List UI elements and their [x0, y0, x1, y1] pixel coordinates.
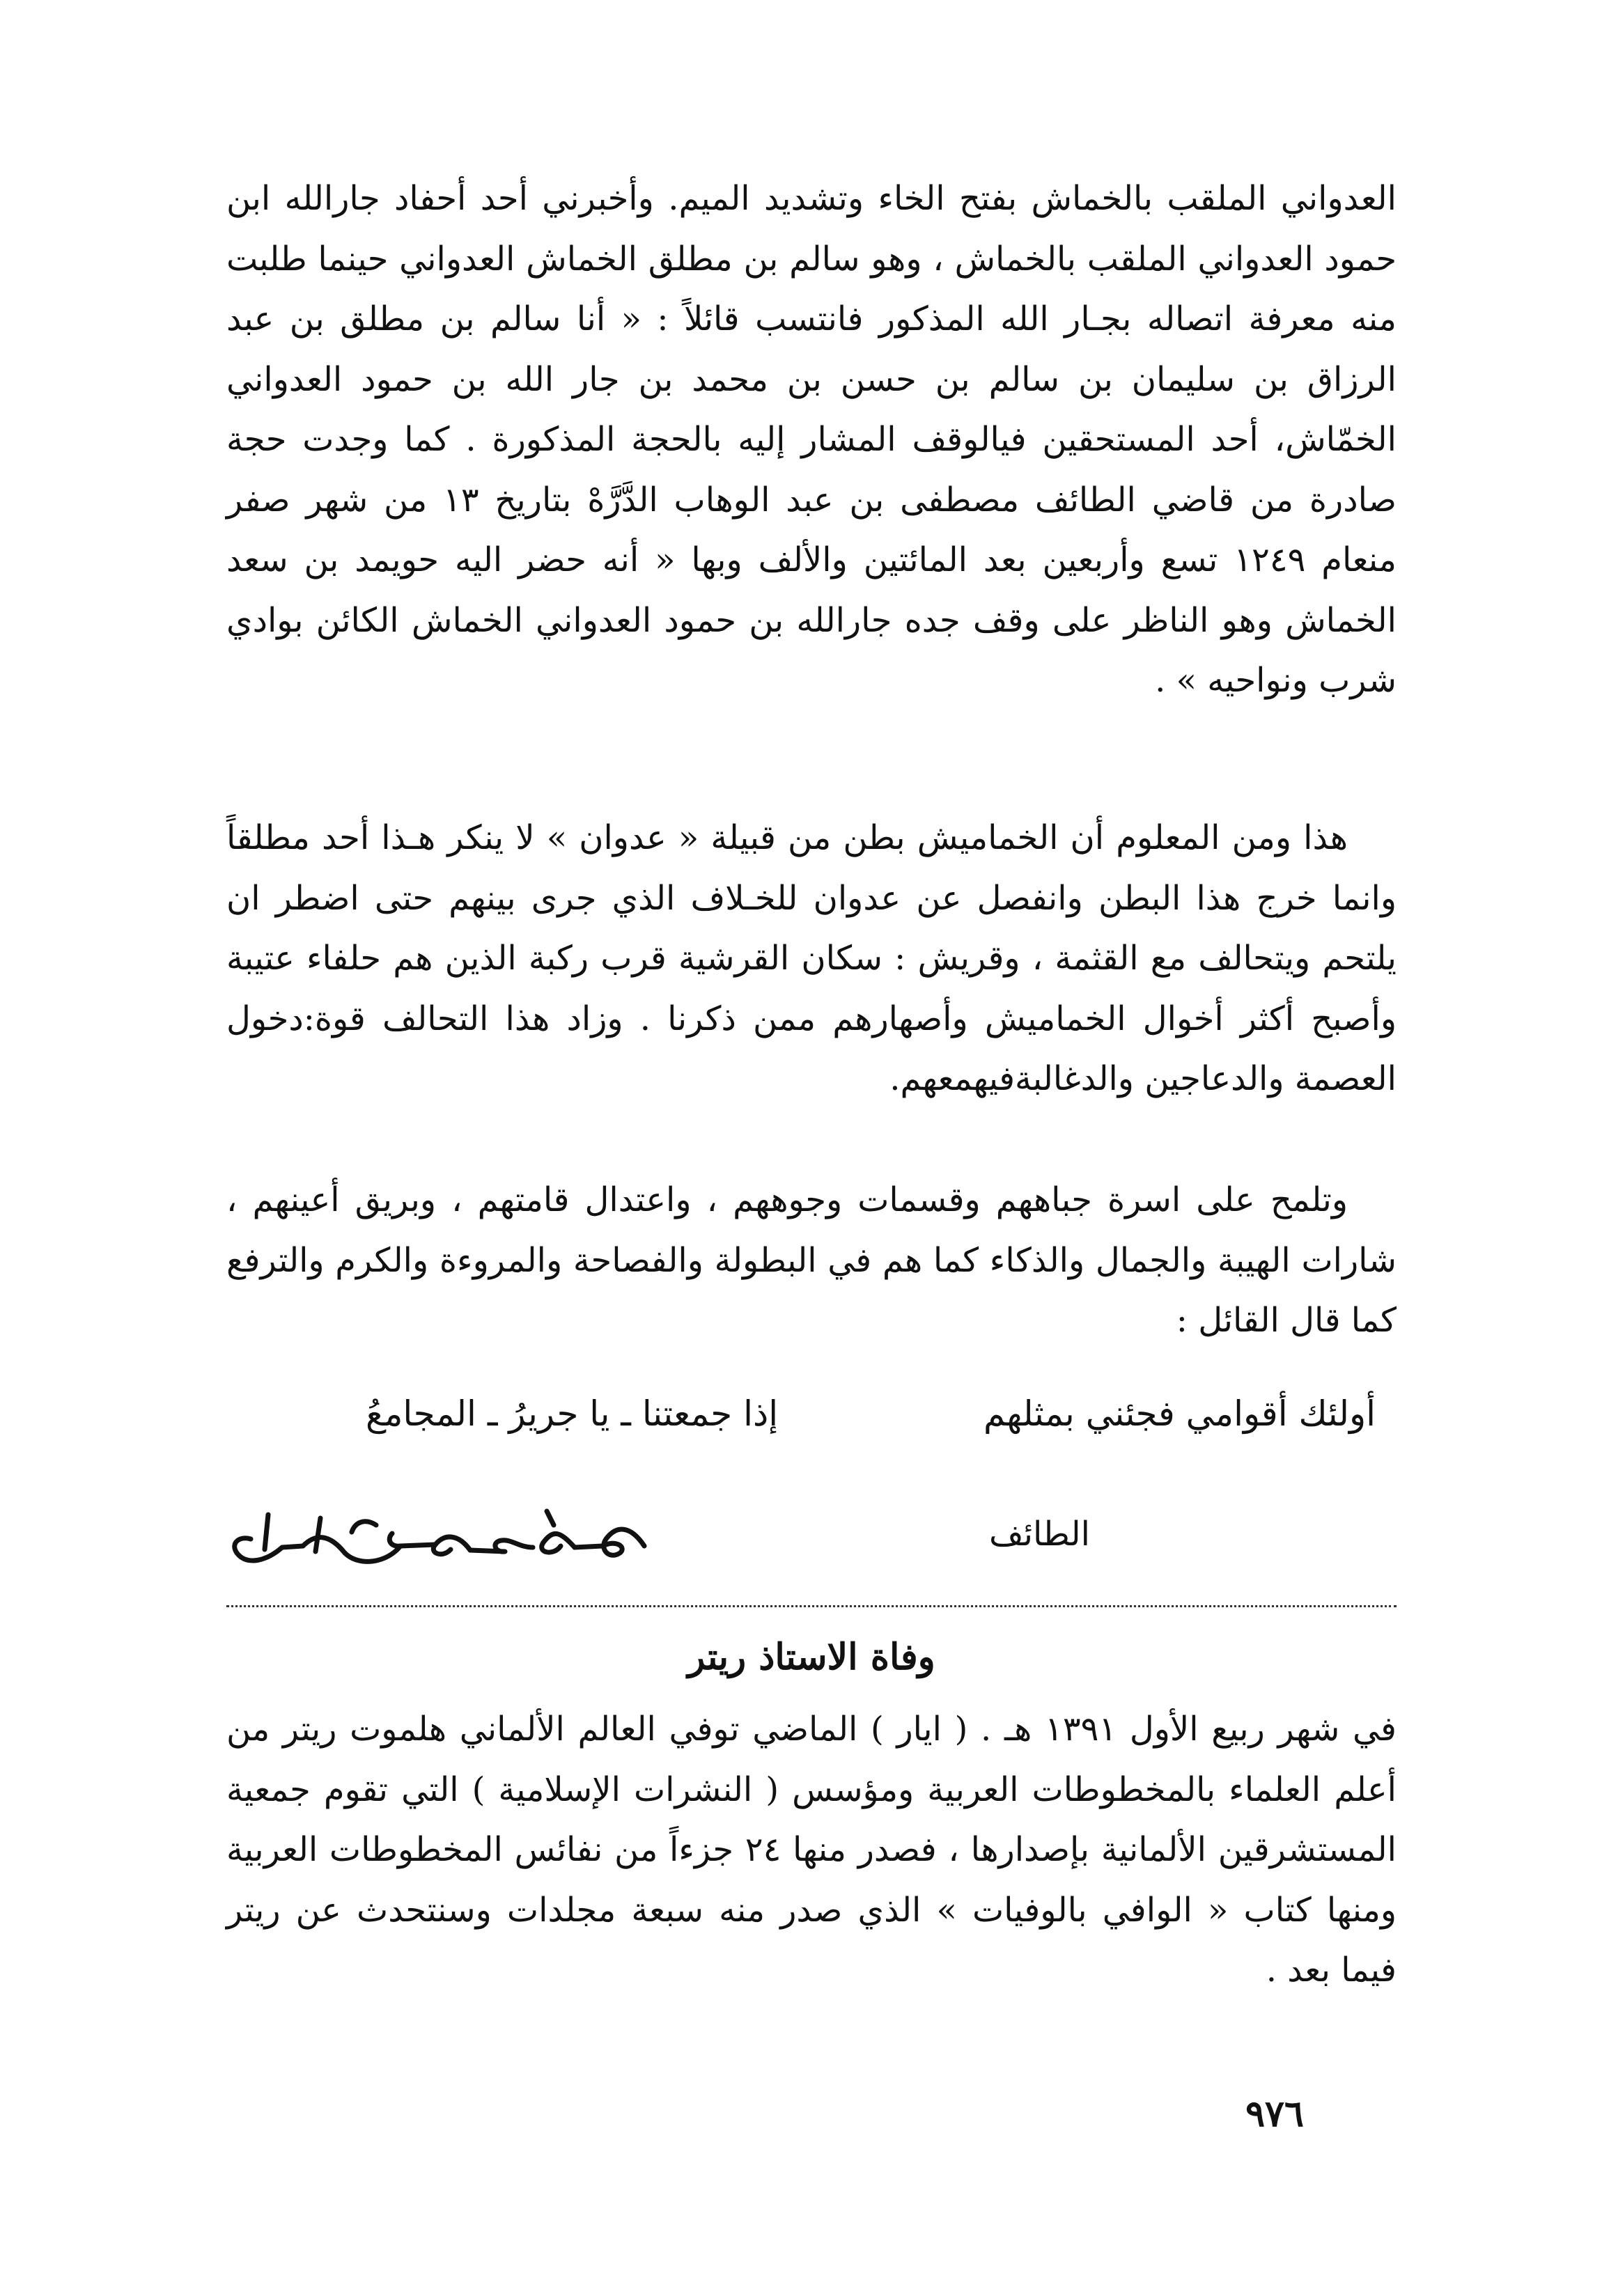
khamamish-text-block	[226, 808, 1397, 1109]
verse-first-hemistich: أولئك أقوامي فجئني بمثلهم	[983, 1393, 1376, 1434]
paragraph-genealogy: العدواني الملقب بالخماش بفتح الخاء وتشديد الميم. وأخبرني أحد أحفاد جارالله ابن حمود العدواني الملقب بالخماش ، وهو سالم بن مطلق الخماش العدواني حينما طلبت منه معرفة اتصاله بجـار الله المذكور فانتسب قائلاً : « أنا سالم بن مطلق بن عبد الرزاق بن سليمان بن سالم بن حسن بن محمد بن جار الله بن حمود العدواني الخمّاش، أحد المستحقين فيالوقف المشار إليه بالحجة المذكورة . كما وجدت حجة صادرة من قاضي الطائف مصطفى بن عبد الوهاب الدَّرَّهْ بتاريخ ١٣ من شهر صفر منعام ١٢٤٩ تسع وأربعين بعد المائتين والألف وبها « أنه حضر اليه حويمد بن سعد الخماش وهو الناظر على وقف جده جارالله بن حمود العدواني الخماش الكائن بوادي شرب ونواحيه » .	[226, 179, 1397, 700]
verse-second-hemistich: إذا جمعتنا ـ يا جريرُ ـ المجامعُ	[366, 1393, 779, 1434]
place-name: الطائف	[988, 1515, 1090, 1554]
paragraph-tribal-traits: وتلمح على اسرة جباههم وقسمات وجوههم ، واعتدال قامتهم ، وبريق أعينهم ، شارات الهيبة والجمال والذكاء كما هم في البطولة والفصاحة والمروءة والكرم والترفع كما قال القائل :	[226, 1180, 1397, 1340]
obituary-heading: وفاة الاستاذ ريتر	[687, 1636, 935, 1678]
page-number: ٩٧٦	[1245, 2093, 1304, 2135]
poetry-verse	[226, 1386, 1397, 1442]
signature-row	[226, 1497, 1397, 1588]
section-divider	[226, 1605, 1397, 1607]
paragraph-khamamish-tribe: هذا ومن المعلوم أن الخماميش بطن من قبيلة « عدوان » لا ينكر هـذا أحد مطلقاً وانما خرج هذا البطن وانفصل عن عدوان للخـلاف الذي جرى بينهم حتى اضطر ان يلتحم ويتحالف مع القثمة ، وقريش : سكان القرشية قرب ركبة الذين هم حلفاء عتيبة وأصبح أكثر أخوال الخماميش وأصهارهم ممن ذكرنا . وزاد هذا التحالف قوة:دخول العصمة والدعاجين والدغالبةفيهمعهم.	[226, 818, 1397, 1098]
traits-text-block	[226, 1170, 1397, 1351]
author-signature-image	[226, 1497, 658, 1581]
main-text-block	[226, 169, 1397, 711]
obituary-text-block	[226, 1699, 1397, 2001]
paragraph-obituary: في شهر ربيع الأول ١٣٩١ هـ . ( ايار ) الماضي توفي العالم الألماني هلموت ريتر من أعلم العلماء بالمخطوطات العربية ومؤسس ( النشرات الإسلامية ) التي تقوم جمعية المستشرقين الألمانية بإصدارها ، فصدر منها ٢٤ جزءاً من نفائس المخطوطات العربية ومنها كتاب « الوافي بالوفيات » الذي صدر منه سبعة مجلدات وسنتحدث عن ريتر فيما بعد .	[226, 1710, 1397, 1990]
